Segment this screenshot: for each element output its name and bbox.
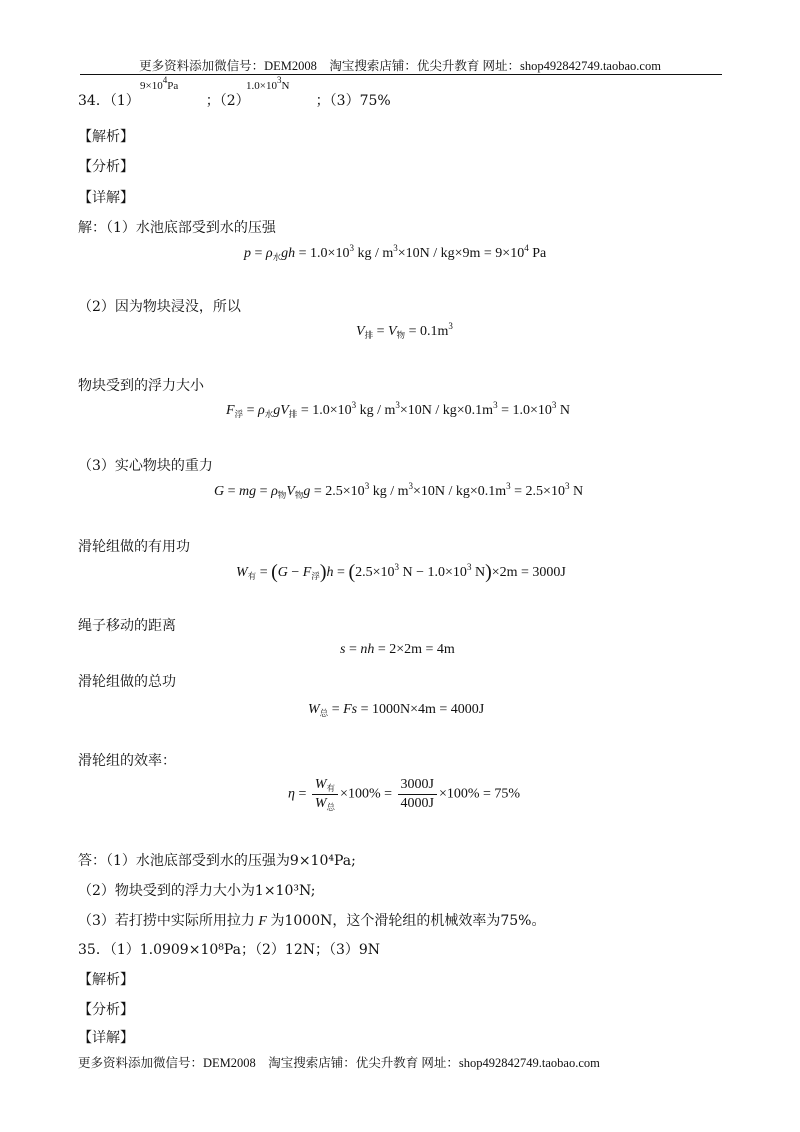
- text-immersed: （2）因为物块浸没，所以: [78, 299, 241, 315]
- text-total-work-intro: 滑轮组做的总功: [78, 674, 176, 690]
- frac-work-ratio: $\frac{W_有}{W_总}$: [312, 776, 338, 813]
- text-pressure-intro: 解：（1）水池底部受到水的压强: [78, 220, 276, 236]
- eq-pressure: $p = \rho_水gh = 1.0\times 10^3$ kg / $m^3\times 10N / kg\times 9m = 9\times 10^4$ Pa: [244, 243, 547, 262]
- eq-buoyancy: $F_浮 = \rho_水gV_排 = 1.0\times 10^3$ kg / $m^3\times 10N / kg\times 0.1m^3 = 1.0\times 10^3$ N: [226, 400, 570, 419]
- q34-answer-line: [78, 91, 391, 111]
- q35-answer-line: 35．（1）1.0909×10⁸Pa；（2）12N；（3）9N: [78, 942, 381, 958]
- eq-rope-distance: s = nh = 2×2m = 4m: [340, 642, 455, 657]
- tag-jiexi: 【解析】: [78, 129, 134, 145]
- eq-efficiency: η = $\frac{W_有}{W_总}$ ×100% = $\frac{3000J}{4000J}$ ×100% = 75%: [288, 777, 521, 812]
- tag-fenxi: 【分析】: [78, 159, 134, 175]
- page-header: 更多资料添加微信号：DEM2008 淘宝搜索店铺：优尖升教育 网址：shop492842749.taobao.com: [139, 59, 661, 73]
- q34-number: 34．（1）: [78, 93, 140, 109]
- q34-sep1: ；（2）: [205, 93, 250, 109]
- text-rope-distance-intro: 绳子移动的距离: [78, 618, 176, 634]
- header-rule: [80, 74, 722, 75]
- eq-total-work: $W_总 = Fs = 1000N\times 4m = 4000J$: [308, 702, 485, 718]
- answer-line-2: （2）物块受到的浮力大小为1×10³N;: [78, 883, 316, 899]
- text-efficiency-intro: 滑轮组的效率：: [78, 753, 176, 769]
- text-buoyancy-intro: 物块受到的浮力大小: [78, 378, 204, 394]
- q35-tag-fenxi: 【分析】: [78, 1002, 134, 1018]
- q34-answer2-value: $1.0\times 10^3N$: [246, 75, 290, 92]
- text-gravity-intro: （3）实心物块的重力: [78, 458, 213, 474]
- text-useful-work-intro: 滑轮组做的有用功: [78, 539, 190, 555]
- answer-line-3: （3）若打捞中实际所用拉力 F 为1000N，这个滑轮组的机械效率为75%。: [78, 913, 546, 929]
- answer-line-3-post: 为1000N，这个滑轮组的机械效率为75%。: [270, 913, 546, 929]
- eq-useful-work: $W_有 = (G - F_浮)h = (2.5\times 10^3$ $N - 1.0\times 10^3$ N)×2m = 3000J: [236, 561, 566, 583]
- q35-tag-jiexi: 【解析】: [78, 972, 134, 988]
- q34-sep2: ；（3）75%: [315, 93, 391, 109]
- eq-gravity: G = mg = $\rho_物V_物g = 2.5\times 10^3$ kg / $m^3\times 10N / kg\times 0.1m^3 = 2.5\times 10^3$ N: [214, 481, 584, 500]
- eq-volume: $V_排 = V_物 = 0.1m^3$: [356, 321, 453, 340]
- page-footer: 更多资料添加微信号：DEM2008 淘宝搜索店铺：优尖升教育 网址：shop492842749.taobao.com: [78, 1056, 600, 1070]
- q35-tag-xiangjie: 【详解】: [78, 1030, 134, 1046]
- answer-line-1: 答：（1）水池底部受到水的压强为9×10⁴Pa;: [78, 853, 356, 869]
- frac-work-values: $\frac{3000J}{4000J}$: [398, 776, 437, 813]
- answer-line-3-pre: （3）若打捞中实际所用拉力: [78, 913, 255, 929]
- q34-answer1-value: $9\times 10^4Pa$: [140, 75, 179, 92]
- tag-xiangjie: 【详解】: [78, 190, 134, 206]
